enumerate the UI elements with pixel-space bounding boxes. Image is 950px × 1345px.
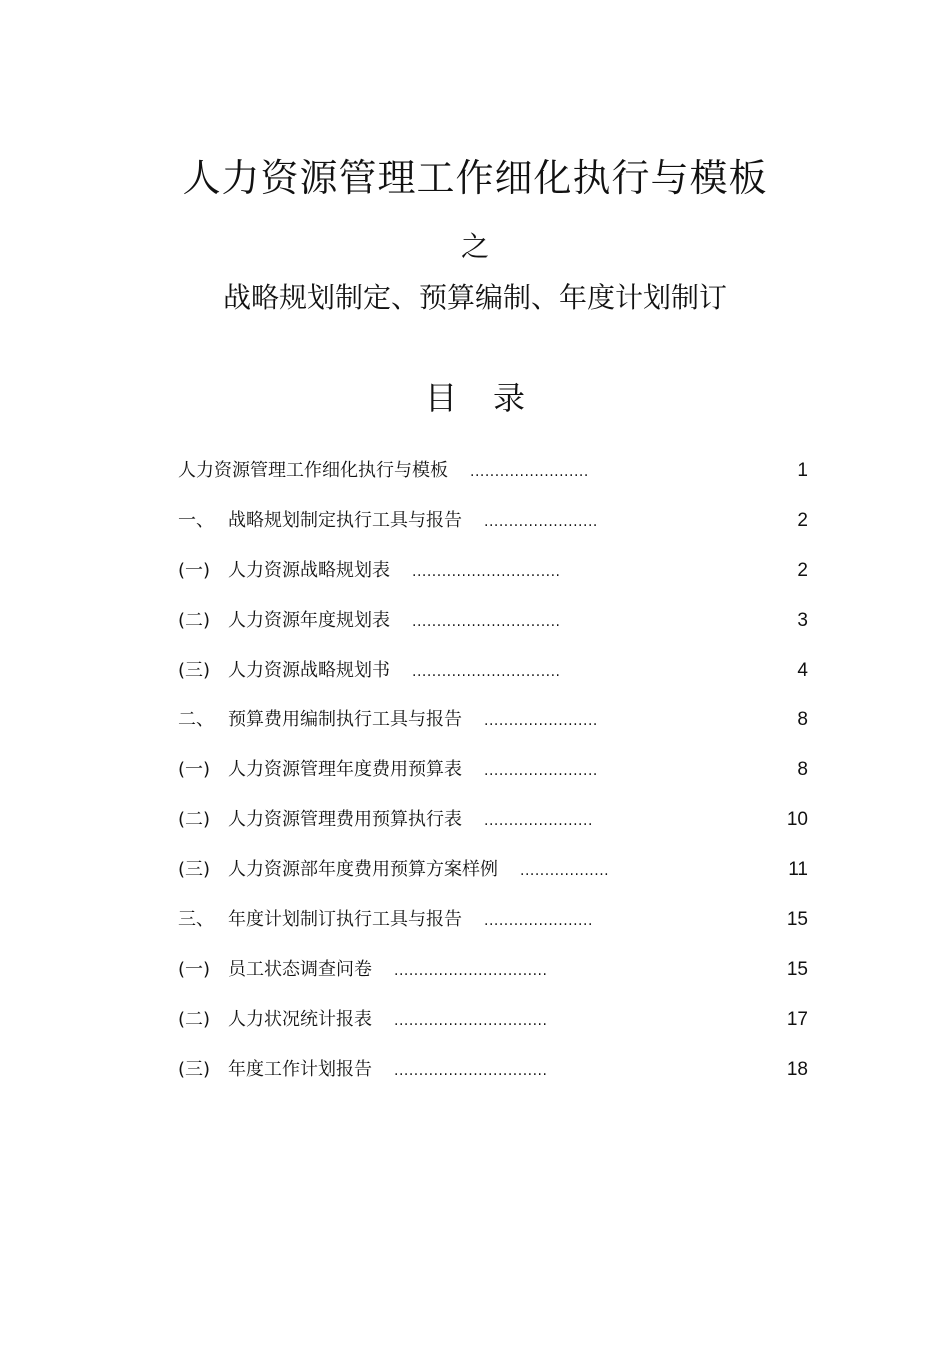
toc-page-number: 4 <box>797 659 808 681</box>
toc-entry[interactable] <box>178 446 808 496</box>
table-of-contents <box>178 446 808 1095</box>
toc-entry-prefix: (三) <box>178 1058 211 1080</box>
toc-leader-dots: ...................... <box>484 813 593 830</box>
document-title: 人力资源管理工作细化执行与模板 <box>182 156 768 200</box>
toc-entry-label: 人力资源管理年度费用预算表 <box>228 759 462 781</box>
toc-page-number: 11 <box>788 859 808 881</box>
toc-entry-label: 年度计划制订执行工具与报告 <box>228 909 462 931</box>
toc-leader-dots: ...................... <box>484 913 593 930</box>
toc-page-number: 2 <box>797 559 808 581</box>
toc-leader-dots: .............................. <box>412 563 561 580</box>
toc-entry-prefix: (二) <box>178 809 211 831</box>
title-connector: 之 <box>460 230 489 263</box>
toc-leader-dots: ....................... <box>484 513 598 530</box>
toc-entry-prefix: (二) <box>178 609 211 631</box>
toc-entry-label: 人力资源管理费用预算执行表 <box>228 809 462 831</box>
toc-entry[interactable] <box>178 795 808 845</box>
toc-entry[interactable] <box>178 496 808 546</box>
toc-entry[interactable] <box>178 895 808 945</box>
toc-heading <box>0 376 950 420</box>
toc-page-number: 8 <box>797 759 808 781</box>
toc-entry[interactable] <box>178 1045 808 1095</box>
toc-leader-dots: ............................... <box>394 962 548 979</box>
toc-entry-prefix: (三) <box>178 859 211 881</box>
toc-heading-char-1: 目 <box>424 379 457 417</box>
toc-entry[interactable] <box>178 845 808 895</box>
toc-entry[interactable] <box>178 945 808 995</box>
toc-page-number: 15 <box>786 909 808 931</box>
toc-leader-dots: ....................... <box>484 713 598 730</box>
toc-heading-char-2: 录 <box>493 379 526 417</box>
toc-entry[interactable] <box>178 995 808 1045</box>
toc-leader-dots: ............................... <box>394 1012 548 1029</box>
toc-entry-label: 员工状态调查问卷 <box>228 958 372 980</box>
toc-entry-prefix: (一) <box>178 759 211 781</box>
toc-leader-dots: .................. <box>520 863 610 880</box>
toc-entry-label: 人力资源战略规划书 <box>228 659 390 681</box>
toc-entry[interactable] <box>178 646 808 696</box>
toc-entry[interactable] <box>178 596 808 646</box>
toc-entry-prefix: 三、 <box>178 909 214 931</box>
toc-leader-dots: ............................... <box>394 1062 548 1079</box>
toc-entry[interactable] <box>178 546 808 596</box>
toc-page-number: 18 <box>786 1058 808 1080</box>
toc-entry-prefix: (一) <box>178 559 211 581</box>
toc-entry-label: 人力资源年度规划表 <box>228 609 390 631</box>
toc-page-number: 17 <box>786 1008 808 1030</box>
toc-leader-dots: .............................. <box>412 663 561 680</box>
toc-entry[interactable] <box>178 745 808 795</box>
toc-entry-label: 年度工作计划报告 <box>228 1058 372 1080</box>
toc-entry-prefix: 一、 <box>178 509 214 531</box>
toc-leader-dots: .............................. <box>412 613 561 630</box>
toc-entry[interactable] <box>178 695 808 745</box>
document-subtitle: 战略规划制定、预算编制、年度计划制订 <box>222 281 727 314</box>
toc-page-number: 10 <box>786 809 808 831</box>
toc-entry-prefix: (三) <box>178 659 211 681</box>
toc-entry-prefix: (二) <box>178 1008 211 1030</box>
toc-page-number: 3 <box>797 609 808 631</box>
toc-entry-label: 人力资源战略规划表 <box>228 559 390 581</box>
toc-entry-prefix: 二、 <box>178 709 214 731</box>
toc-entry-label: 人力状况统计报表 <box>228 1008 372 1030</box>
toc-entry-label: 人力资源管理工作细化执行与模板 <box>178 460 448 481</box>
toc-leader-dots: ........................ <box>470 464 589 480</box>
toc-page-number: 15 <box>786 958 808 980</box>
toc-page-number: 2 <box>797 509 808 531</box>
toc-entry-label: 预算费用编制执行工具与报告 <box>228 709 462 731</box>
toc-entry-prefix: (一) <box>178 958 211 980</box>
toc-leader-dots: ....................... <box>484 763 598 780</box>
toc-page-number: 1 <box>797 460 808 481</box>
toc-page-number: 8 <box>797 709 808 731</box>
toc-entry-label: 战略规划制定执行工具与报告 <box>228 509 462 531</box>
toc-entry-label: 人力资源部年度费用预算方案样例 <box>228 859 498 881</box>
